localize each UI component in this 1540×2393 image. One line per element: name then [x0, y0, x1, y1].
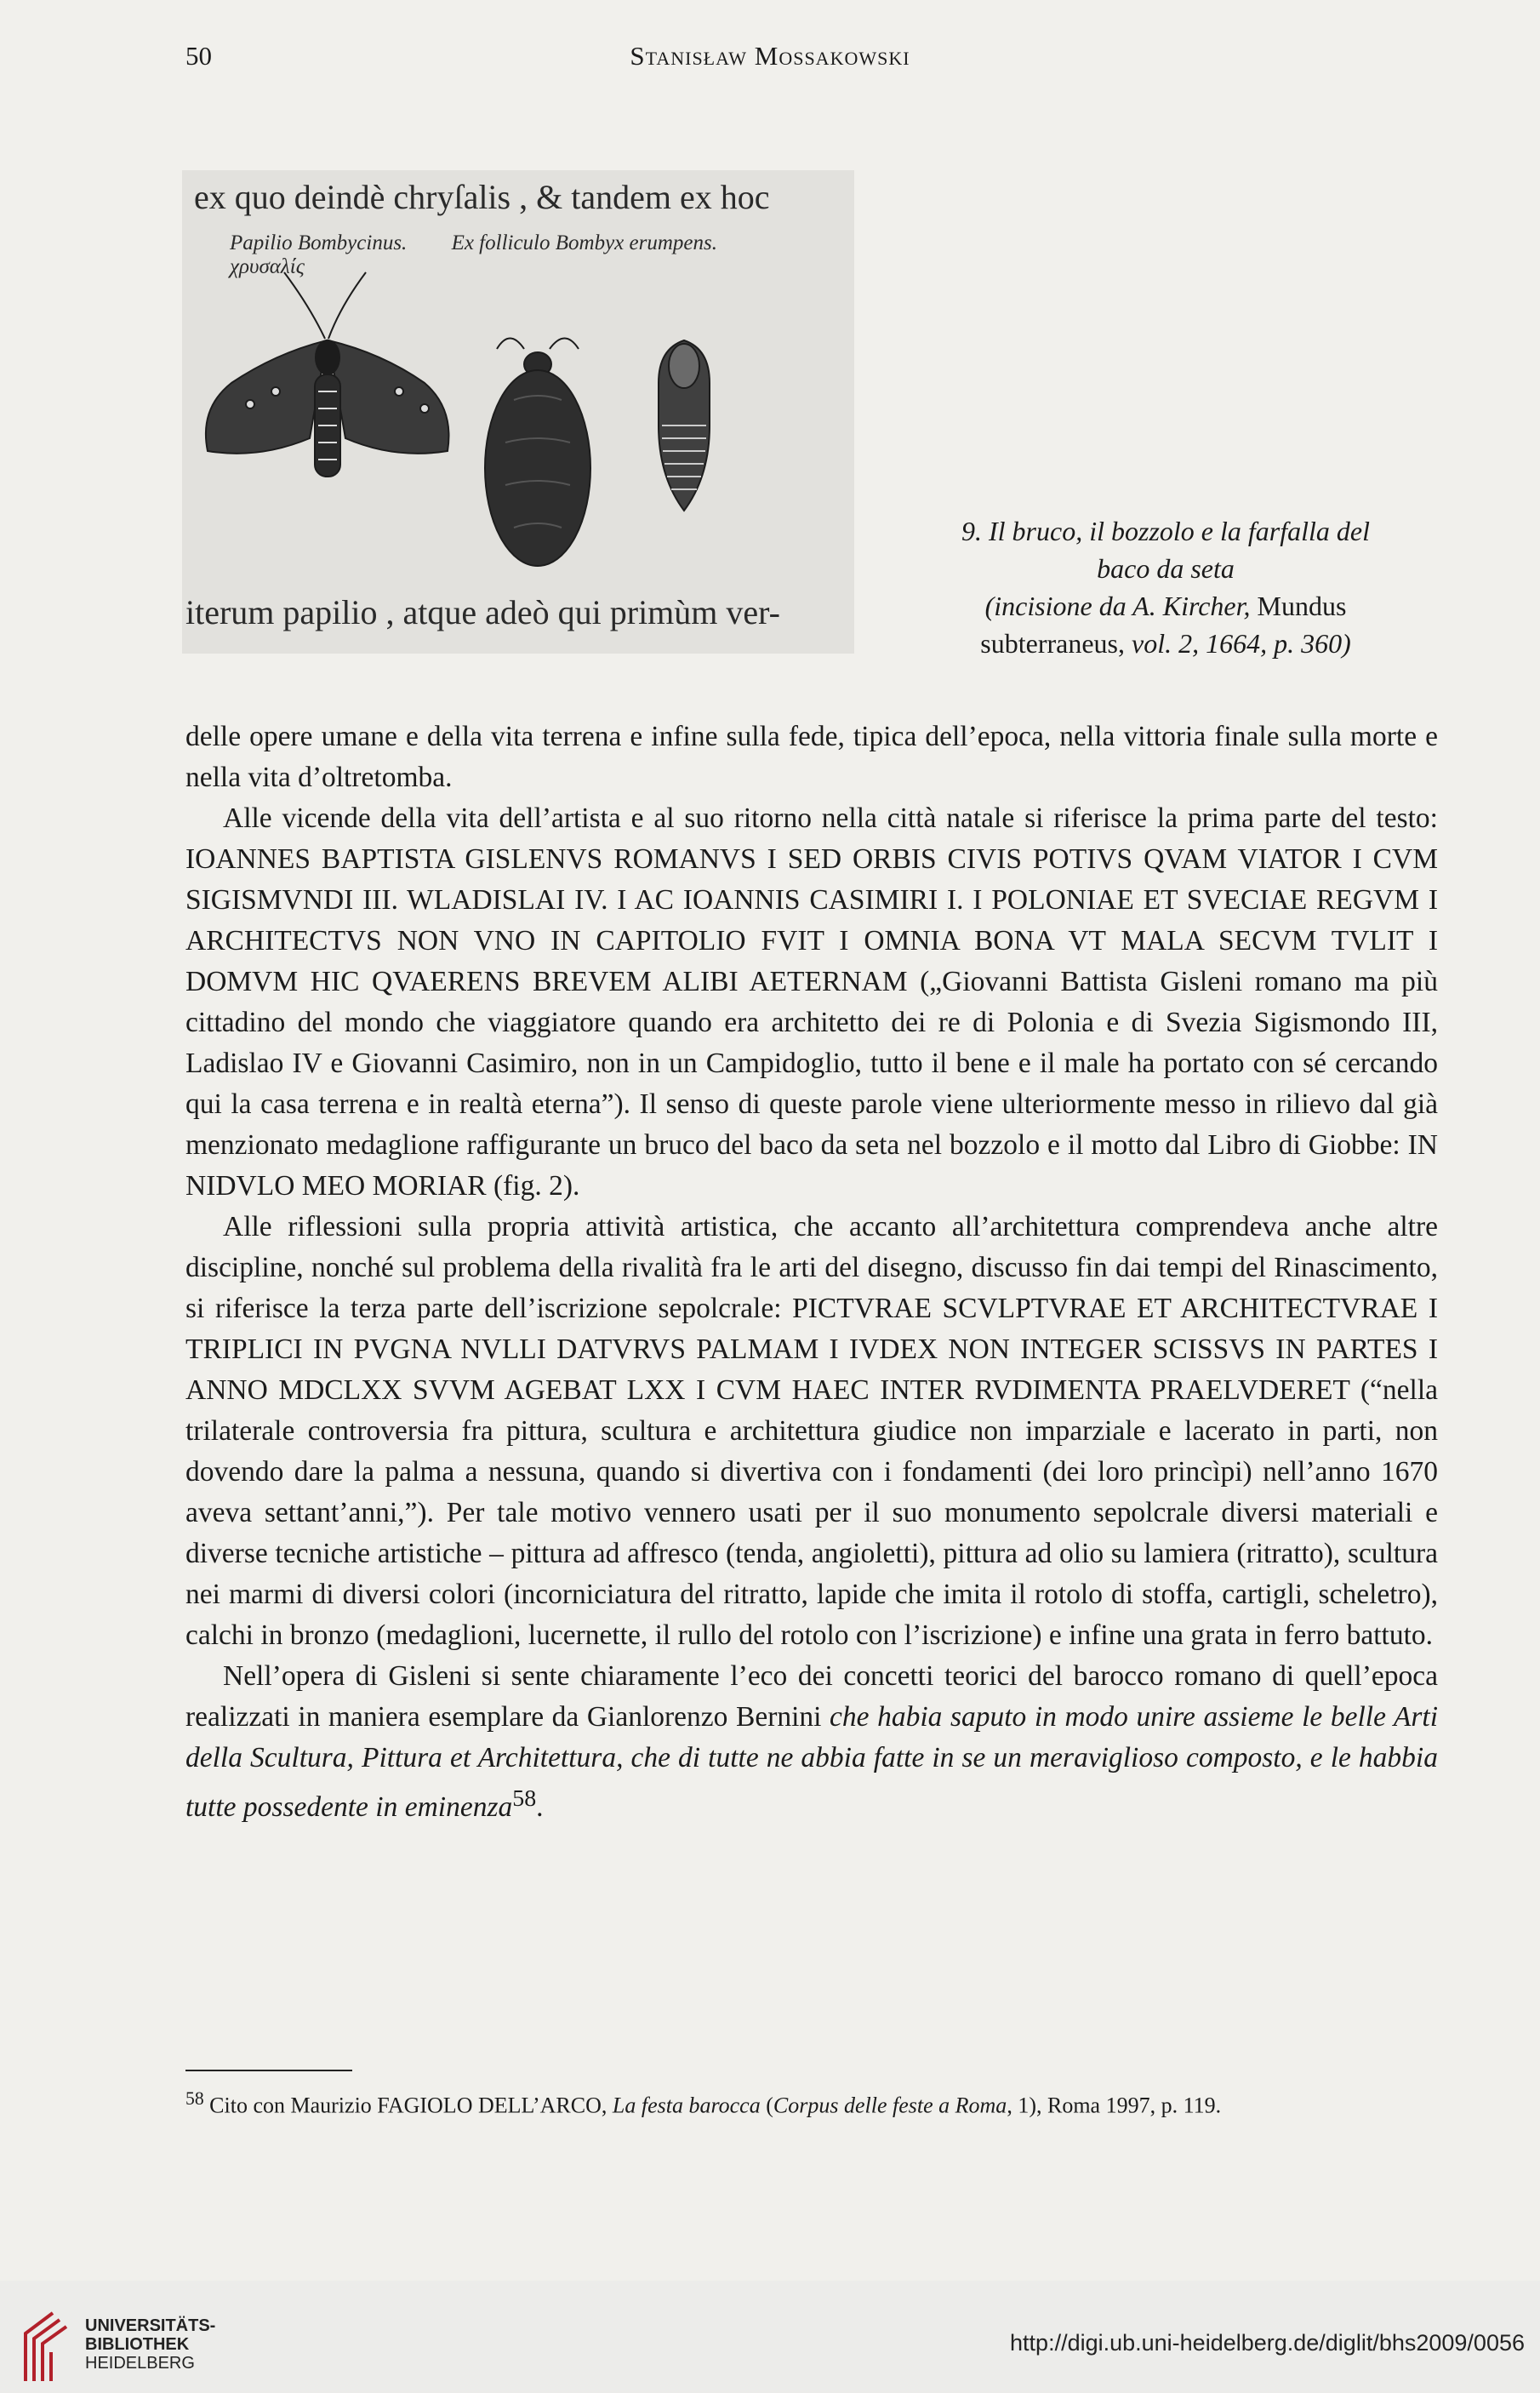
body-text	[185, 717, 1438, 1828]
figure-label-cocoon: Ex folliculo Bombyx erumpens.	[451, 231, 717, 254]
figure-caption	[902, 512, 1429, 662]
paragraph-4	[185, 1656, 1438, 1828]
caption-book-title-a: Mundus	[1257, 591, 1347, 621]
footnote-ref-58: 58	[512, 1785, 537, 1812]
bernini-quote: che habia saputo in modo unire assieme le belle Arti della Scultura, Pittura et Architettura, che di tutte ne abbia fatte in se un meraviglioso composto, e le habbia tutte possedente in eminenza	[185, 1701, 1439, 1824]
caption-book-title-b: subterraneus,	[980, 628, 1125, 659]
caption-credit: (incisione da A. Kircher,	[984, 591, 1251, 621]
footnote-text-3: , 1), Roma 1997, p. 119.	[1007, 2093, 1222, 2118]
library-name	[85, 2316, 215, 2373]
page-number: 50	[185, 41, 212, 71]
paragraph-4-text: Nell’opera di Gisleni si sente chiaramente l’eco dei concetti teorici del barocco romano di quell’epoca realizzati in maniera esemplare da Gianlorenzo Bernini	[185, 1660, 1438, 1733]
footnote-book-title: La festa barocca	[612, 2093, 761, 2118]
figure-label-moth: Papilio Bombycinus.	[230, 231, 408, 254]
footnote-text-1: Cito con Maurizio FAGIOLO DELL’ARCO,	[203, 2093, 613, 2118]
caption-line-3	[902, 587, 1429, 625]
library-name-line-3: HEIDELBERG	[85, 2354, 195, 2373]
footnote-text-2: (	[760, 2093, 773, 2118]
paragraph-4-end: .	[536, 1791, 544, 1824]
figure-bottom-text: iterum papilio , atque adeò qui primùm ver-	[185, 593, 781, 631]
moth-drawing	[206, 272, 449, 477]
caption-line-4	[902, 625, 1429, 662]
caption-line-2: baco da seta	[1097, 553, 1235, 584]
footnote-58	[185, 2083, 1438, 2122]
caption-reference: vol. 2, 1664, p. 360)	[1131, 628, 1351, 659]
running-head: Stanisław Mossakowski	[630, 41, 910, 71]
silkworm-engraving	[182, 255, 854, 587]
footnote-series-title: Corpus delle feste a Roma	[773, 2093, 1007, 2118]
library-name-line-2: BIBLIOTHEK	[85, 2335, 190, 2354]
library-name-line-1: UNIVERSITÄTS-	[85, 2316, 216, 2335]
footnote-rule	[185, 2070, 352, 2071]
caption-line-1: 9. Il bruco, il bozzolo e la farfalla del	[961, 516, 1370, 546]
paragraph-2: Alle vicende della vita dell’artista e al suo ritorno nella città natale si riferisce la prima parte del testo: IOANNES BAPTISTA GISLENVS ROMANVS I SED ORBIS CIVIS POTIVS QVAM VIATOR I CVM SIGISMVNDI III. WLADISLAI IV. I AC IOANNIS CASIMIRI I. I POLONIAE ET SVECIAE REGVM I ARCHITECTVS NON VNO IN CAPITOLIO FVIT I OMNIA BONA VT MALA SECVM TVLIT I DOMVM HIC QVAERENS BREVEM ALIBI AETERNAM („Giovanni Battista Gisleni romano ma più cittadino del mondo che viaggiatore quando era architetto dei re di Polonia e di Svezia Sigismondo III, Ladislao IV e Giovanni Casimiro, non in un Campidoglio, tutto il bene e il male ha portato con sé cercando qui la casa terrena e in realtà eterna”). Il senso di queste parole viene ulteriormente messo in rilievo dal già menzionato medaglione raffigurante un bruco del baco da seta nel bozzolo e il motto dal Libro di Giobbe: IN NIDVLO MEO MORIAR (fig. 2).	[185, 802, 1438, 1202]
library-logo-icon	[19, 2308, 70, 2384]
paragraph-1: delle opere umane e della vita terrena e infine sulla fede, tipica dell’epoca, nella vittoria finale sulla morte e nella vita d’oltretomba.	[185, 721, 1438, 793]
paragraph-3: Alle riflessioni sulla propria attività artistica, che accanto all’architettura comprendeva anche altre discipline, nonché sul problema della rivalità fra le arti del disegno, discusso fin dai tempi del Rinascimento, si riferisce la terza parte dell’iscrizione sepolcrale: PICTVRAE SCVLPTVRAE ET ARCHITECTVRAE I TRIPLICI IN PVGNA NVLLI DATVRVS PALMAM I IVDEX NON INTEGER SCISSVS IN PARTES I ANNO MDCLXX SVVM AGEBAT LXX I CVM HAEC INTER RVDIMENTA PRAELVDERET (“nella trilaterale controversia fra pittura, scultura e architettura giudice non imparziale e lacerato in parti, non dovendo dare la palma a nessuna, quando si divertiva con i fondamenti (dei loro princìpi) nell’anno 1670 aveva settant’anni,”). Per tale motivo vennero usati per il suo monumento sepolcrale diversi materiali e diverse tecniche artistiche – pittura ad affresco (tenda, angioletti), pittura ad olio su lamiera (ritratto), scultura nei marmi di diversi colori (incorniciatura del ritratto, lapide che imita il rotolo di stoffa, cartigli, scheletro), calchi in bronzo (medaglioni, lucernette, il rullo del rotolo con l’iscrizione) e infine una grata in ferro battuto.	[185, 1211, 1438, 1651]
page-header	[0, 41, 1540, 83]
footnote-number: 58	[185, 2088, 204, 2109]
figure-label-chrysalis: χρυσαλίς	[230, 255, 305, 278]
chrysalis-drawing	[659, 340, 710, 511]
figure-top-text: ex quo deindè chryſalis , & tandem ex hoc	[194, 178, 770, 216]
engraving-figure	[182, 170, 854, 654]
cocoon-drawing	[485, 339, 590, 567]
source-url-link[interactable]: http://digi.ub.uni-heidelberg.de/diglit/bhs2009/0056	[1010, 2330, 1525, 2356]
